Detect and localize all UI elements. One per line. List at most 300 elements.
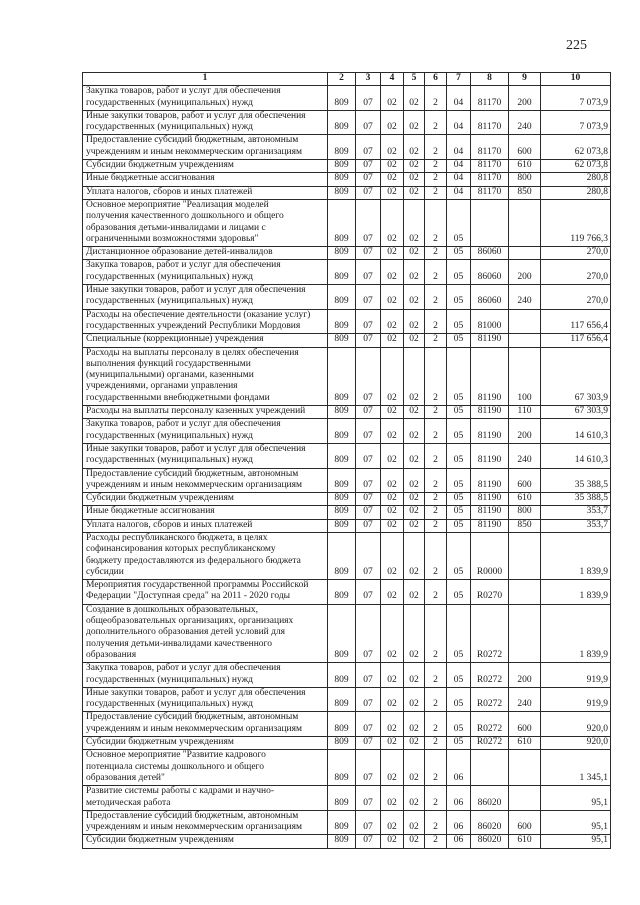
cell-subprogram-code: 2	[425, 750, 447, 786]
cell-section: 07	[356, 687, 381, 712]
cell-expense-type: 800	[509, 506, 541, 519]
cell-program-code: 02	[404, 419, 425, 444]
cell-amount: 919,9	[541, 687, 611, 712]
cell-amount: 62 073,8	[541, 135, 611, 160]
cell-event-code: 05	[447, 247, 471, 260]
table-row	[83, 347, 611, 405]
cell-description: Субсидии бюджетным учреждениям	[83, 493, 328, 506]
cell-expense-type	[509, 309, 541, 334]
table-row	[83, 750, 611, 786]
cell-section: 07	[356, 247, 381, 260]
cell-admin-code: 809	[328, 199, 356, 246]
cell-program-code: 02	[404, 309, 425, 334]
cell-subprogram-code: 2	[425, 309, 447, 334]
cell-admin-code: 809	[328, 347, 356, 405]
cell-program-code: 02	[404, 260, 425, 285]
cell-admin-code: 809	[328, 493, 356, 506]
cell-subprogram-code: 2	[425, 347, 447, 405]
cell-subprogram-code: 2	[425, 247, 447, 260]
cell-event-code: 05	[447, 687, 471, 712]
cell-target-code: 81170	[471, 110, 509, 135]
cell-target-code: R0000	[471, 532, 509, 579]
page-number: 225	[566, 38, 587, 53]
cell-event-code: 05	[447, 406, 471, 419]
cell-admin-code: 809	[328, 580, 356, 605]
cell-subprogram-code: 2	[425, 443, 447, 468]
table-row	[83, 173, 611, 186]
cell-description: Субсидии бюджетным учреждениям	[83, 737, 328, 750]
cell-amount: 1 839,9	[541, 580, 611, 605]
cell-program-code: 02	[404, 506, 425, 519]
cell-expense-type: 200	[509, 663, 541, 688]
cell-expense-type: 240	[509, 687, 541, 712]
cell-section: 07	[356, 86, 381, 111]
cell-section: 07	[356, 835, 381, 848]
cell-event-code: 05	[447, 737, 471, 750]
cell-program-code: 02	[404, 750, 425, 786]
cell-event-code: 06	[447, 786, 471, 811]
cell-description: Иные закупки товаров, работ и услуг для обеспечения государственных (муниципальных) нужд	[83, 687, 328, 712]
cell-expense-type: 850	[509, 519, 541, 532]
cell-amount: 14 610,3	[541, 443, 611, 468]
cell-target-code: 86020	[471, 786, 509, 811]
cell-event-code: 05	[447, 712, 471, 737]
cell-admin-code: 809	[328, 810, 356, 835]
cell-admin-code: 809	[328, 443, 356, 468]
cell-subsection: 02	[381, 285, 404, 310]
table-row	[83, 309, 611, 334]
cell-expense-type: 850	[509, 186, 541, 199]
table-row	[83, 443, 611, 468]
cell-event-code: 05	[447, 580, 471, 605]
cell-admin-code: 809	[328, 750, 356, 786]
cell-expense-type: 200	[509, 86, 541, 111]
cell-target-code: R0272	[471, 604, 509, 662]
cell-amount: 919,9	[541, 663, 611, 688]
cell-amount: 280,8	[541, 173, 611, 186]
cell-subprogram-code: 2	[425, 663, 447, 688]
cell-subsection: 02	[381, 737, 404, 750]
cell-section: 07	[356, 750, 381, 786]
cell-amount: 95,1	[541, 786, 611, 811]
header-row	[83, 73, 611, 86]
table-header	[83, 73, 611, 86]
cell-subprogram-code: 2	[425, 110, 447, 135]
cell-subprogram-code: 2	[425, 186, 447, 199]
cell-subprogram-code: 2	[425, 334, 447, 347]
cell-program-code: 02	[404, 110, 425, 135]
cell-description: Расходы на выплаты персоналу казенных учреждений	[83, 406, 328, 419]
cell-subsection: 02	[381, 334, 404, 347]
cell-subsection: 02	[381, 786, 404, 811]
cell-target-code: 86020	[471, 835, 509, 848]
cell-target-code: 81190	[471, 443, 509, 468]
cell-expense-type: 200	[509, 260, 541, 285]
cell-subprogram-code: 2	[425, 419, 447, 444]
cell-subprogram-code: 2	[425, 519, 447, 532]
cell-section: 07	[356, 285, 381, 310]
cell-amount: 62 073,8	[541, 160, 611, 173]
table-row	[83, 532, 611, 579]
cell-admin-code: 809	[328, 406, 356, 419]
table-row	[83, 737, 611, 750]
table-row	[83, 663, 611, 688]
cell-description: Расходы республиканского бюджета, в целях софинансирования которых республиканскому бюджету предоставляются из федерального бюджета субсидии	[83, 532, 328, 579]
cell-subsection: 02	[381, 199, 404, 246]
cell-subprogram-code: 2	[425, 199, 447, 246]
cell-section: 07	[356, 173, 381, 186]
column-header-event-code: 7	[447, 73, 471, 86]
cell-description: Иные бюджетные ассигнования	[83, 506, 328, 519]
cell-subsection: 02	[381, 86, 404, 111]
cell-program-code: 02	[404, 247, 425, 260]
cell-subprogram-code: 2	[425, 468, 447, 493]
cell-description: Мероприятия государственной программы Российской Федерации "Доступная среда" на 2011 - 2020 годы	[83, 580, 328, 605]
cell-amount: 95,1	[541, 810, 611, 835]
table-row	[83, 419, 611, 444]
cell-target-code: R0272	[471, 737, 509, 750]
cell-admin-code: 809	[328, 160, 356, 173]
cell-program-code: 02	[404, 810, 425, 835]
cell-description: Закупка товаров, работ и услуг для обеспечения государственных (муниципальных) нужд	[83, 419, 328, 444]
cell-target-code: 81190	[471, 519, 509, 532]
cell-program-code: 02	[404, 347, 425, 405]
cell-subprogram-code: 2	[425, 835, 447, 848]
cell-admin-code: 809	[328, 285, 356, 310]
cell-target-code: 81190	[471, 406, 509, 419]
cell-expense-type: 610	[509, 160, 541, 173]
cell-target-code: 81190	[471, 468, 509, 493]
cell-section: 07	[356, 810, 381, 835]
cell-program-code: 02	[404, 493, 425, 506]
cell-subprogram-code: 2	[425, 737, 447, 750]
cell-section: 07	[356, 493, 381, 506]
cell-program-code: 02	[404, 406, 425, 419]
cell-expense-type: 110	[509, 406, 541, 419]
cell-subsection: 02	[381, 750, 404, 786]
cell-subsection: 02	[381, 247, 404, 260]
cell-program-code: 02	[404, 468, 425, 493]
cell-program-code: 02	[404, 186, 425, 199]
cell-description: Иные закупки товаров, работ и услуг для обеспечения государственных (муниципальных) нужд	[83, 443, 328, 468]
cell-subsection: 02	[381, 580, 404, 605]
cell-program-code: 02	[404, 199, 425, 246]
cell-program-code: 02	[404, 712, 425, 737]
cell-description: Предоставление субсидий бюджетным, автономным учреждениям и иным некоммерческим организациям	[83, 810, 328, 835]
cell-amount: 117 656,4	[541, 309, 611, 334]
cell-admin-code: 809	[328, 334, 356, 347]
cell-subprogram-code: 2	[425, 285, 447, 310]
cell-admin-code: 809	[328, 737, 356, 750]
cell-subsection: 02	[381, 506, 404, 519]
cell-target-code: R0272	[471, 712, 509, 737]
cell-description: Дистанционное образование детей-инвалидов	[83, 247, 328, 260]
cell-subprogram-code: 2	[425, 506, 447, 519]
cell-subsection: 02	[381, 160, 404, 173]
cell-program-code: 02	[404, 580, 425, 605]
cell-target-code: 81190	[471, 419, 509, 444]
cell-section: 07	[356, 712, 381, 737]
table-row	[83, 519, 611, 532]
cell-target-code: 81170	[471, 86, 509, 111]
cell-amount: 117 656,4	[541, 334, 611, 347]
column-header-admin-code: 2	[328, 73, 356, 86]
cell-subprogram-code: 2	[425, 532, 447, 579]
cell-section: 07	[356, 580, 381, 605]
cell-event-code: 05	[447, 532, 471, 579]
cell-expense-type: 600	[509, 468, 541, 493]
cell-description: Иные закупки товаров, работ и услуг для обеспечения государственных (муниципальных) нужд	[83, 285, 328, 310]
cell-section: 07	[356, 737, 381, 750]
table-row	[83, 186, 611, 199]
cell-section: 07	[356, 506, 381, 519]
cell-description: Уплата налогов, сборов и иных платежей	[83, 519, 328, 532]
table-body	[83, 86, 611, 848]
cell-program-code: 02	[404, 663, 425, 688]
cell-section: 07	[356, 347, 381, 405]
cell-amount: 7 073,9	[541, 110, 611, 135]
cell-program-code: 02	[404, 519, 425, 532]
cell-admin-code: 809	[328, 186, 356, 199]
cell-event-code: 05	[447, 604, 471, 662]
cell-admin-code: 809	[328, 173, 356, 186]
cell-event-code: 04	[447, 186, 471, 199]
cell-program-code: 02	[404, 160, 425, 173]
cell-program-code: 02	[404, 835, 425, 848]
table-row	[83, 247, 611, 260]
table-row	[83, 110, 611, 135]
table-row	[83, 786, 611, 811]
cell-subsection: 02	[381, 835, 404, 848]
cell-admin-code: 809	[328, 468, 356, 493]
cell-target-code: 81170	[471, 135, 509, 160]
cell-section: 07	[356, 334, 381, 347]
cell-program-code: 02	[404, 604, 425, 662]
cell-admin-code: 809	[328, 506, 356, 519]
cell-section: 07	[356, 260, 381, 285]
cell-subsection: 02	[381, 186, 404, 199]
cell-subprogram-code: 2	[425, 810, 447, 835]
cell-amount: 35 388,5	[541, 493, 611, 506]
cell-target-code: 86060	[471, 285, 509, 310]
cell-subprogram-code: 2	[425, 406, 447, 419]
cell-subprogram-code: 2	[425, 712, 447, 737]
cell-subprogram-code: 2	[425, 786, 447, 811]
cell-subsection: 02	[381, 663, 404, 688]
cell-event-code: 05	[447, 260, 471, 285]
cell-subprogram-code: 2	[425, 687, 447, 712]
cell-description: Закупка товаров, работ и услуг для обеспечения государственных (муниципальных) нужд	[83, 260, 328, 285]
cell-description: Уплата налогов, сборов и иных платежей	[83, 186, 328, 199]
cell-event-code: 05	[447, 443, 471, 468]
cell-subsection: 02	[381, 532, 404, 579]
cell-target-code: 81190	[471, 334, 509, 347]
cell-event-code: 04	[447, 135, 471, 160]
table-row	[83, 199, 611, 246]
cell-expense-type	[509, 199, 541, 246]
cell-event-code: 04	[447, 86, 471, 111]
cell-admin-code: 809	[328, 419, 356, 444]
cell-section: 07	[356, 135, 381, 160]
cell-target-code: R0272	[471, 663, 509, 688]
cell-admin-code: 809	[328, 86, 356, 111]
cell-event-code: 04	[447, 173, 471, 186]
cell-expense-type: 100	[509, 347, 541, 405]
cell-event-code: 06	[447, 810, 471, 835]
cell-event-code: 04	[447, 160, 471, 173]
cell-expense-type: 610	[509, 835, 541, 848]
cell-amount: 119 766,3	[541, 199, 611, 246]
cell-amount: 1 839,9	[541, 604, 611, 662]
cell-subsection: 02	[381, 135, 404, 160]
cell-expense-type: 610	[509, 493, 541, 506]
cell-subsection: 02	[381, 712, 404, 737]
cell-admin-code: 809	[328, 247, 356, 260]
cell-expense-type: 600	[509, 810, 541, 835]
cell-amount: 353,7	[541, 519, 611, 532]
column-header-amount: 10	[541, 73, 611, 86]
cell-target-code	[471, 750, 509, 786]
cell-description: Специальные (коррекционные) учреждения	[83, 334, 328, 347]
cell-section: 07	[356, 786, 381, 811]
cell-target-code: 81000	[471, 309, 509, 334]
cell-expense-type: 200	[509, 419, 541, 444]
table-row	[83, 334, 611, 347]
cell-event-code: 05	[447, 506, 471, 519]
column-header-subprogram-code: 6	[425, 73, 447, 86]
cell-subsection: 02	[381, 468, 404, 493]
cell-event-code: 05	[447, 347, 471, 405]
cell-program-code: 02	[404, 135, 425, 160]
cell-amount: 270,0	[541, 260, 611, 285]
cell-subprogram-code: 2	[425, 86, 447, 111]
cell-amount: 270,0	[541, 285, 611, 310]
cell-expense-type: 600	[509, 712, 541, 737]
cell-subsection: 02	[381, 309, 404, 334]
cell-subprogram-code: 2	[425, 604, 447, 662]
cell-description: Основное мероприятие "Реализация моделей получения качественного дошкольного и общего образования детьми-инвалидами и лицами с ограниченными возможностями здоровья"	[83, 199, 328, 246]
cell-description: Предоставление субсидий бюджетным, автономным учреждениям и иным некоммерческим организациям	[83, 468, 328, 493]
cell-section: 07	[356, 186, 381, 199]
cell-description: Субсидии бюджетным учреждениям	[83, 160, 328, 173]
cell-section: 07	[356, 110, 381, 135]
cell-expense-type: 240	[509, 443, 541, 468]
cell-event-code: 04	[447, 110, 471, 135]
cell-description: Создание в дошкольных образовательных, общеобразовательных организациях, организациях дополнительного образования детей условий для получения детьми-инвалидами качественного образования	[83, 604, 328, 662]
cell-subsection: 02	[381, 443, 404, 468]
cell-expense-type	[509, 247, 541, 260]
cell-subsection: 02	[381, 493, 404, 506]
cell-target-code: 81190	[471, 506, 509, 519]
cell-target-code: 81170	[471, 186, 509, 199]
cell-admin-code: 809	[328, 532, 356, 579]
cell-subsection: 02	[381, 687, 404, 712]
column-header-target-code: 8	[471, 73, 509, 86]
cell-target-code: 81190	[471, 493, 509, 506]
cell-description: Субсидии бюджетным учреждениям	[83, 835, 328, 848]
cell-description: Предоставление субсидий бюджетным, автономным учреждениям и иным некоммерческим организациям	[83, 135, 328, 160]
cell-event-code: 05	[447, 419, 471, 444]
table-row	[83, 506, 611, 519]
cell-target-code: 81170	[471, 160, 509, 173]
cell-expense-type: 800	[509, 173, 541, 186]
cell-target-code	[471, 199, 509, 246]
cell-target-code: R0272	[471, 687, 509, 712]
cell-program-code: 02	[404, 334, 425, 347]
budget-table	[82, 72, 611, 849]
cell-subsection: 02	[381, 260, 404, 285]
cell-target-code: 86060	[471, 260, 509, 285]
cell-description: Предоставление субсидий бюджетным, автономным учреждениям и иным некоммерческим организациям	[83, 712, 328, 737]
cell-program-code: 02	[404, 285, 425, 310]
cell-target-code: 81170	[471, 173, 509, 186]
cell-section: 07	[356, 419, 381, 444]
cell-expense-type	[509, 604, 541, 662]
cell-event-code: 05	[447, 663, 471, 688]
cell-program-code: 02	[404, 86, 425, 111]
cell-subsection: 02	[381, 519, 404, 532]
cell-subprogram-code: 2	[425, 160, 447, 173]
column-header-section: 3	[356, 73, 381, 86]
cell-section: 07	[356, 519, 381, 532]
cell-description: Закупка товаров, работ и услуг для обеспечения государственных (муниципальных) нужд	[83, 663, 328, 688]
cell-event-code: 06	[447, 835, 471, 848]
table-row	[83, 160, 611, 173]
table-row	[83, 260, 611, 285]
cell-amount: 95,1	[541, 835, 611, 848]
cell-program-code: 02	[404, 532, 425, 579]
column-header-subsection: 4	[381, 73, 404, 86]
cell-program-code: 02	[404, 173, 425, 186]
cell-expense-type: 600	[509, 135, 541, 160]
cell-admin-code: 809	[328, 110, 356, 135]
cell-amount: 35 388,5	[541, 468, 611, 493]
cell-event-code: 05	[447, 468, 471, 493]
table-row	[83, 406, 611, 419]
cell-description: Иные бюджетные ассигнования	[83, 173, 328, 186]
cell-section: 07	[356, 309, 381, 334]
cell-section: 07	[356, 406, 381, 419]
cell-expense-type: 240	[509, 110, 541, 135]
cell-description: Основное мероприятие "Развитие кадрового потенциала системы дошкольного и общего образования детей"	[83, 750, 328, 786]
cell-expense-type	[509, 750, 541, 786]
cell-section: 07	[356, 199, 381, 246]
cell-description: Расходы на обеспечение деятельности (оказание услуг) государственных учреждений Республики Мордовия	[83, 309, 328, 334]
cell-event-code: 05	[447, 199, 471, 246]
cell-subprogram-code: 2	[425, 135, 447, 160]
cell-amount: 14 610,3	[541, 419, 611, 444]
cell-target-code: 86060	[471, 247, 509, 260]
cell-amount: 270,0	[541, 247, 611, 260]
cell-amount: 353,7	[541, 506, 611, 519]
column-header-program-code: 5	[404, 73, 425, 86]
cell-section: 07	[356, 663, 381, 688]
cell-event-code: 06	[447, 750, 471, 786]
table-row	[83, 135, 611, 160]
cell-subsection: 02	[381, 110, 404, 135]
cell-event-code: 05	[447, 334, 471, 347]
cell-expense-type	[509, 580, 541, 605]
cell-section: 07	[356, 604, 381, 662]
cell-admin-code: 809	[328, 135, 356, 160]
table-row	[83, 687, 611, 712]
cell-section: 07	[356, 468, 381, 493]
cell-expense-type: 610	[509, 737, 541, 750]
column-header-description: 1	[83, 73, 328, 86]
cell-event-code: 05	[447, 309, 471, 334]
cell-section: 07	[356, 160, 381, 173]
cell-description: Развитие системы работы с кадрами и научно- методическая работа	[83, 786, 328, 811]
